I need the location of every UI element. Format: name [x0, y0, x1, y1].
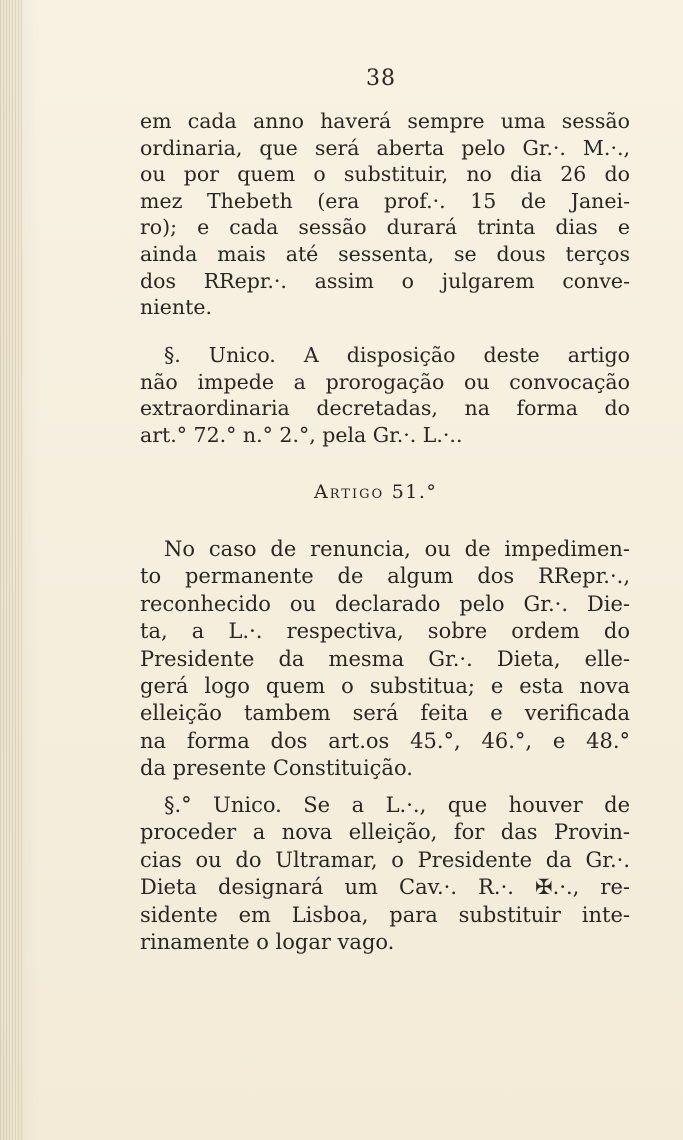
- paragraph-line: elleição tambem será feita e verificada: [140, 701, 630, 726]
- page-gutter: [0, 0, 22, 1140]
- paragraph-line: não impede a prorogação ou convocação: [140, 369, 630, 394]
- paragraph-line: ainda mais até sessenta, se dous terços: [140, 241, 630, 266]
- paragraph-line: to permanente de algum dos RRepr.·.,: [140, 564, 630, 589]
- article-heading: [314, 481, 437, 503]
- page-number: 38: [366, 66, 396, 91]
- paragraph-line: em cada anno haverá sempre uma sessão: [140, 109, 630, 133]
- paragraph-line: gerá logo quem o substitua; e esta nova: [140, 674, 630, 699]
- paragraph-2: [140, 342, 630, 448]
- paragraph-line: ou por quem o substituir, no dia 26 do: [140, 162, 630, 187]
- paragraph-line: No caso de renuncia, ou de impedimen-: [164, 537, 630, 561]
- paragraph-line: Dieta designará um Cav.·. R.·. ✠.·., re-: [140, 875, 630, 900]
- paragraph-4: [140, 792, 630, 956]
- paragraph-line: sidente em Lisboa, para substituir inte-: [140, 902, 630, 927]
- paragraph-line: dos RRepr.·. assim o julgarem conve-: [140, 268, 630, 293]
- paragraph-line: proceder a nova elleição, for das Provin-: [140, 820, 630, 845]
- paragraph-line: niente.: [140, 295, 212, 320]
- paragraph-3: [140, 536, 630, 783]
- article-label: Artigo: [314, 481, 385, 503]
- paragraph-line: mez Thebeth (era prof.·. 15 de Janei-: [140, 188, 630, 213]
- paragraph-1: [140, 108, 630, 321]
- paragraph-line: extraordinaria decretadas, na forma do: [140, 396, 630, 421]
- paragraph-line: ordinaria, que será aberta pelo Gr.·. M.·.,: [140, 135, 630, 160]
- paragraph-line: reconhecido ou declarado pelo Gr.·. Die-: [140, 591, 630, 616]
- paragraph-line: §.° Unico. Se a L.·., que houver de: [164, 793, 630, 817]
- article-number: 51.°: [391, 481, 438, 503]
- paragraph-line: §. Unico. A disposição deste artigo: [164, 343, 630, 367]
- paragraph-line: cias ou do Ultramar, o Presidente da Gr.·.: [140, 847, 630, 872]
- paragraph-line: rinamente o logar vago.: [140, 930, 395, 955]
- paragraph-line: ro); e cada sessão durará trinta dias e: [140, 215, 630, 240]
- paragraph-line: na forma dos art.os 45.°, 46.°, e 48.°: [140, 728, 630, 753]
- paragraph-line: Presidente da mesma Gr.·. Dieta, elle-: [140, 646, 630, 671]
- paragraph-line: da presente Constituição.: [140, 756, 413, 781]
- paragraph-line: art.° 72.° n.° 2.°, pela Gr.·. L.·..: [140, 422, 463, 447]
- paragraph-line: ta, a L.·. respectiva, sobre ordem do: [140, 619, 630, 644]
